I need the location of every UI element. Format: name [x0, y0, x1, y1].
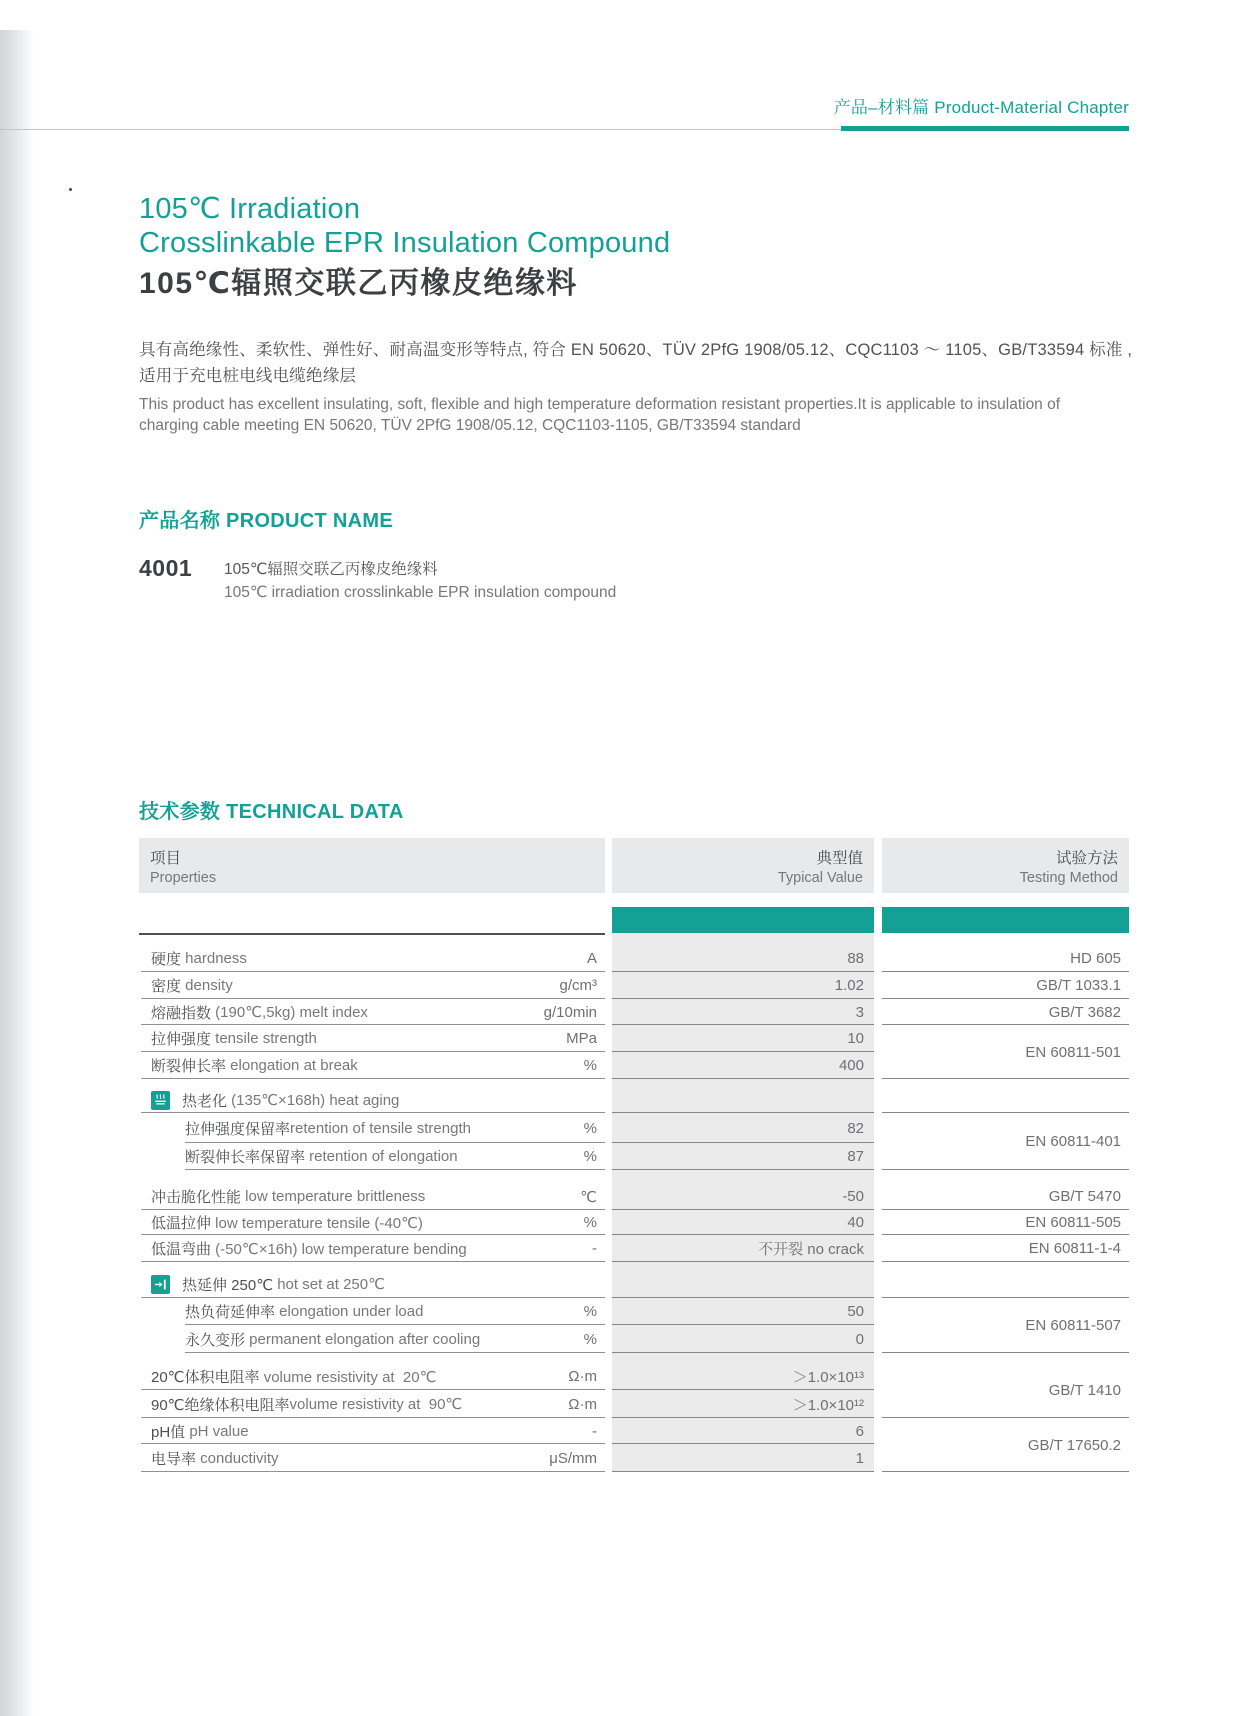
testing-method: GB/T 1410 — [882, 1363, 1129, 1418]
heat-aging-icon — [151, 1091, 170, 1110]
property-label-conductivity: 电导率 conductivity μS/mm — [139, 1444, 605, 1472]
testing-method: EN 60811-1-4 — [882, 1235, 1129, 1262]
chapter-label: 产品–材料篇 Product-Material Chapter — [833, 98, 1129, 117]
table-body — [139, 933, 1129, 1472]
unit: A — [586, 949, 597, 967]
property-label-low-temp-bending: 低温弯曲 (-50℃×16h) low temperature bending - — [139, 1235, 605, 1262]
product-code: 4001 — [139, 555, 193, 581]
testing-method: EN 60811-505 — [882, 1210, 1129, 1235]
unit: % — [583, 1119, 597, 1137]
column-header-testing-method — [882, 838, 1129, 893]
unit: Ω·m — [568, 1368, 597, 1385]
property-label-density: 密度 density g/cm³ — [139, 972, 605, 999]
page-edge-shading — [0, 30, 34, 1716]
testing-method: EN 60811-507 — [882, 1298, 1129, 1353]
table-header — [139, 838, 1129, 893]
property-label-elongation-at-break: 断裂伸长率 elongation at break % — [139, 1052, 605, 1079]
column-header-testing-zh: 试验方法 — [1055, 850, 1118, 867]
section-header-heat-aging: 热老化 (135℃×168h) heat aging — [139, 1079, 605, 1113]
page-title-zh: 105℃辐照交联乙丙橡皮绝缘料 — [139, 267, 578, 300]
typical-value: 50 — [612, 1298, 874, 1325]
property-label-ph: pH值 pH value - — [139, 1418, 605, 1444]
testing-method: GB/T 1033.1 — [882, 972, 1129, 999]
property-label-hardness: 硬度 hardness A — [139, 944, 605, 972]
property-label-retention-tensile: 拉伸强度保留率 retention of tensile strength % — [139, 1113, 605, 1143]
testing-method: GB/T 3682 — [882, 999, 1129, 1025]
column-header-properties — [139, 838, 605, 893]
unit: - — [592, 1240, 597, 1257]
unit: g/10min — [543, 1003, 597, 1021]
property-label-low-temp-tensile: 低温拉伸 low temperature tensile (-40℃) % — [139, 1210, 605, 1235]
testing-method: HD 605 — [882, 944, 1129, 972]
page-title-en-line1: 105℃ Irradiation — [139, 193, 361, 225]
typical-value: 88 — [612, 944, 874, 972]
typical-value: 3 — [612, 999, 874, 1025]
typical-value: 10 — [612, 1025, 874, 1052]
unit: Ω·m — [568, 1395, 597, 1413]
property-label-brittleness: 冲击脆化性能 low temperature brittleness ℃ — [139, 1183, 605, 1210]
technical-data-heading: 技术参数 TECHNICAL DATA — [139, 801, 404, 823]
column-header-properties-en: Properties — [150, 870, 217, 886]
product-name-zh: 105℃辐照交联乙丙橡皮绝缘料 — [224, 561, 438, 578]
page-title-en — [139, 192, 670, 260]
page-title-en-line2: Crosslinkable EPR Insulation Compound — [139, 227, 671, 259]
unit: - — [592, 1422, 597, 1440]
column-header-typical-value — [612, 838, 874, 893]
properties-column-top-rule — [139, 933, 605, 944]
typical-value: -50 — [612, 1183, 874, 1210]
typical-value: 1 — [612, 1444, 874, 1472]
property-label-melt-index: 熔融指数 (190℃,5kg) melt index g/10min — [139, 999, 605, 1025]
property-label-tensile-strength: 拉伸强度 tensile strength MPa — [139, 1025, 605, 1052]
typical-value: 40 — [612, 1210, 874, 1235]
typical-value: 0 — [612, 1325, 874, 1353]
hot-set-icon — [151, 1275, 170, 1294]
stray-dot-mark — [69, 188, 72, 191]
table-accent-band-row — [139, 907, 1129, 933]
typical-value: 不开裂 no crack — [612, 1235, 874, 1262]
typical-value: 400 — [612, 1052, 874, 1079]
property-label-permanent-elongation: 永久变形 permanent elongation after cooling % — [139, 1325, 605, 1353]
unit: % — [583, 1303, 597, 1320]
unit: ℃ — [580, 1188, 597, 1206]
unit: % — [583, 1330, 597, 1348]
testing-method: GB/T 5470 — [882, 1183, 1129, 1210]
header-rule-accent — [841, 126, 1129, 131]
column-header-testing-en: Testing Method — [1019, 870, 1118, 886]
accent-band-testing — [882, 907, 1129, 933]
testing-method-spacer — [882, 1262, 1129, 1298]
typical-value: ＞1.0×10¹³ — [612, 1363, 874, 1390]
property-label-elongation-under-load: 热负荷延伸率 elongation under load % — [139, 1298, 605, 1325]
typical-value-spacer — [612, 1079, 874, 1113]
section-header-hot-set: 热延伸 250℃ hot set at 250℃ — [139, 1262, 605, 1298]
testing-method-spacer — [882, 1079, 1129, 1113]
typical-value: 1.02 — [612, 972, 874, 999]
typical-value: 82 — [612, 1113, 874, 1143]
testing-method: EN 60811-501 — [882, 1025, 1129, 1079]
unit: % — [583, 1148, 597, 1165]
typical-value: 6 — [612, 1418, 874, 1444]
accent-band-typical — [612, 907, 874, 933]
typical-value: 87 — [612, 1143, 874, 1170]
property-label-resistivity-20: 20℃体积电阻率 volume resistivity at 20℃ Ω·m — [139, 1363, 605, 1390]
unit: MPa — [566, 1030, 597, 1047]
property-label-resistivity-90: 90℃绝缘体积电阻率 volume resistivity at 90℃ Ω·m — [139, 1390, 605, 1418]
testing-method: EN 60811-401 — [882, 1113, 1129, 1170]
unit: g/cm³ — [559, 977, 597, 994]
unit: % — [583, 1057, 597, 1074]
description-zh: 具有高绝缘性、柔软性、弹性好、耐高温变形等特点, 符合 EN 50620、TÜV 2PfG 1908/05.12、CQC1103 ～ 1105、GB/T33594 标准 , 适用于充电桩电线电缆绝缘层 — [139, 341, 1133, 385]
property-label-retention-elongation: 断裂伸长率保留率 retention of elongation % — [139, 1143, 605, 1170]
description-en: This product has excellent insulating, soft, flexible and high temperature deformation resistant properties.It is applicable to insulation of charging cable meeting EN 50620, TÜV 2PfG 1908/05.12, CQC1103-1105, GB/T33594 standard — [139, 396, 1061, 434]
column-header-typical-en: Typical Value — [777, 870, 863, 886]
column-header-properties-zh: 项目 — [150, 850, 182, 867]
typical-value-spacer — [612, 1262, 874, 1298]
unit: % — [583, 1214, 597, 1231]
testing-method: GB/T 17650.2 — [882, 1418, 1129, 1472]
product-name-heading: 产品名称 PRODUCT NAME — [139, 510, 393, 532]
product-name-en: 105℃ irradiation crosslinkable EPR insulation compound — [224, 584, 617, 601]
column-header-typical-zh: 典型值 — [816, 850, 863, 867]
unit: μS/mm — [549, 1449, 597, 1467]
typical-value: ＞1.0×10¹² — [612, 1390, 874, 1418]
